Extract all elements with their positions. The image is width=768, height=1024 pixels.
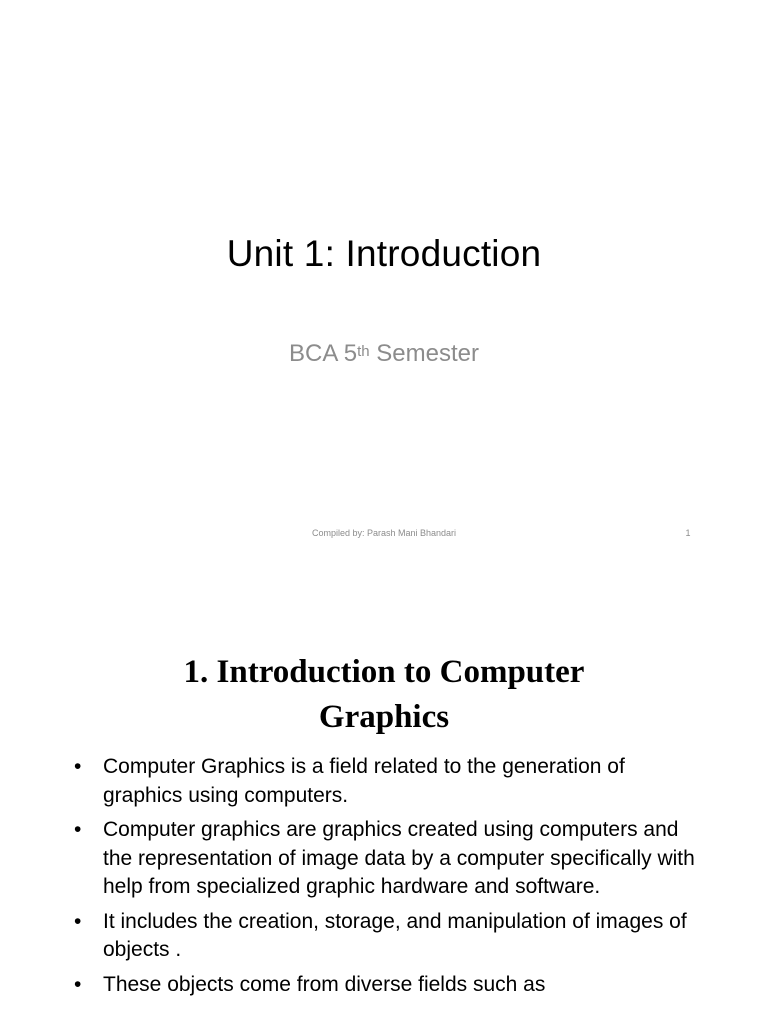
title-line-2: Graphics (318, 699, 450, 735)
bullet-item (0, 753, 768, 810)
subtitle-rest: Semester (369, 340, 479, 367)
subtitle-superscript: th (357, 343, 370, 360)
bullet-text: Computer graphics are graphics created using computers and the representation of image data by a computer specifically with help from specialized graphic hardware and software. (103, 818, 695, 898)
title-line-1: 1. Introduction to Computer (183, 654, 585, 690)
bullet-icon: • (74, 972, 82, 996)
slide-title: Unit 1: Introduction (226, 233, 542, 274)
bullet-text: These objects come from diverse fields such as (103, 972, 546, 996)
slide-footer: Compiled by: Parash Mani Bhandari (311, 528, 457, 538)
bullet-icon: • (74, 755, 82, 778)
subtitle-main: BCA 5 (289, 340, 358, 367)
bullet-list (0, 753, 768, 1005)
slide-2 (0, 576, 768, 1024)
bullet-item (0, 908, 768, 965)
bullet-text: Computer Graphics is a field related to the generation of graphics using computers. (103, 755, 625, 807)
bullet-icon: • (74, 909, 82, 933)
bullet-item (0, 816, 768, 902)
slide-page-number: 1 (685, 528, 691, 538)
bullet-item (0, 971, 768, 1000)
bullet-icon: • (74, 818, 82, 841)
bullet-text: It includes the creation, storage, and manipulation of images of objects . (103, 909, 687, 961)
slide-subtitle (0, 338, 768, 370)
slide-title (0, 650, 768, 740)
